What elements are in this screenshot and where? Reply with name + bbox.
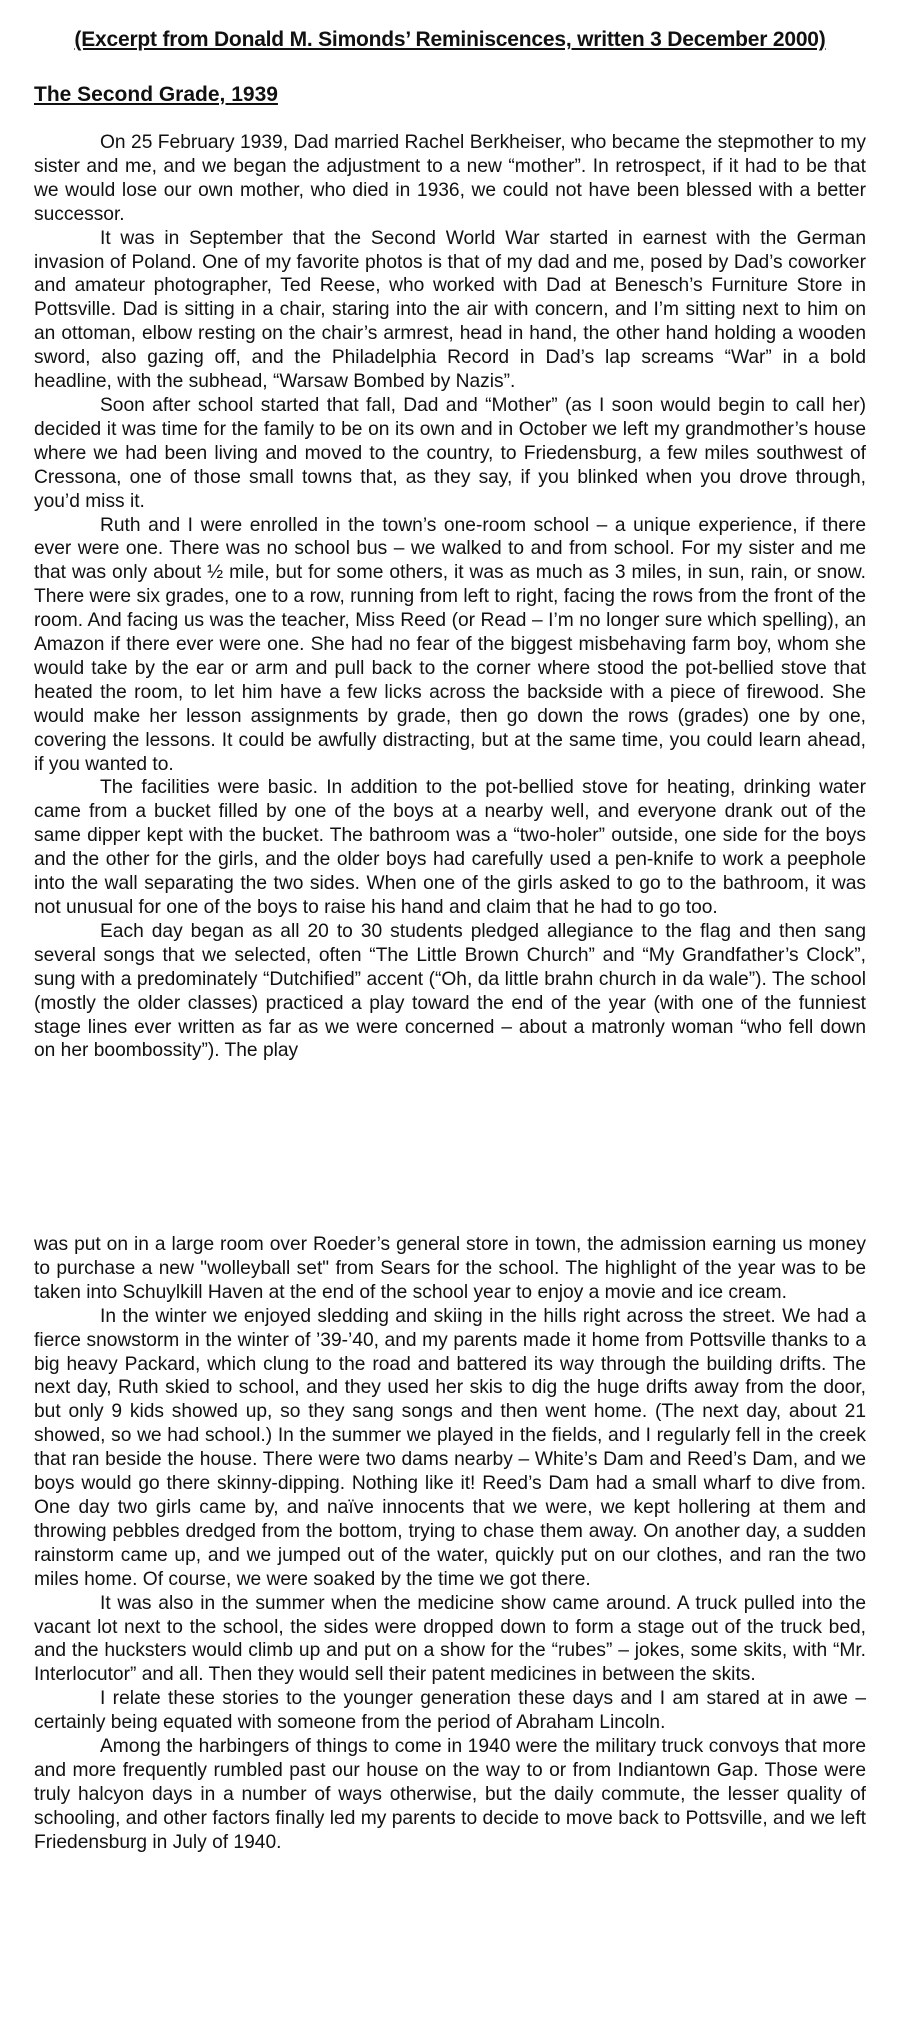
paragraph: Soon after school started that fall, Dad and “Mother” (as I soon would begin to call her) decided it was time for the family to be on its own and in October we left my grandmother’s house where we had been living and moved to the country, to Friedensburg, a few miles southwest of Cressona, one of those small towns that, as they say, if you blinked when you drove through, you’d miss it. bbox=[34, 394, 866, 512]
paragraph: Ruth and I were enrolled in the town’s one-room school – a unique experience, if there ever were one. There was no school bus – we walked to and from school. For my sister and me that was only about ½ mile, but for some others, it was as much as 3 miles, in sun, rain, or snow. There were six grades, one to a row, running from left to right, facing the rows from the front of the room. And facing us was the teacher, Miss Reed (or Read – I’m no longer sure which spelling), an Amazon if there ever were one. She had no fear of the biggest misbehaving farm boy, whom she would take by the ear or arm and pull back to the corner where stood the pot-bellied stove that heated the room, to let him have a few licks across the backside with a piece of firewood. She would make her lesson assignments by grade, then go down the rows (grades) one by one, covering the lessons. It could be awfully distracting, but at the same time, you could learn ahead, if you wanted to. bbox=[34, 514, 866, 775]
paragraph: I relate these stories to the younger generation these days and I am stared at in awe – certainly being equated with someone from the period of Abraham Lincoln. bbox=[34, 1688, 866, 1734]
paragraph: On 25 February 1939, Dad married Rachel Berkheiser, who became the stepmother to my sister and me, and we began the adjustment to a new “mother”. In retrospect, if it had to be that we would lose our own mother, who died in 1936, we could not have been blessed with a better successor. bbox=[34, 132, 866, 225]
text-block-lower bbox=[34, 1233, 866, 1855]
text-block-upper bbox=[34, 131, 866, 1063]
paragraph: Among the harbingers of things to come in 1940 were the military truck convoys that more and more frequently rumbled past our house on the way to or from Indiantown Gap. Those were truly halcyon days in a number of ways otherwise, but the daily commute, the lesser quality of schooling, and other factors finally led my parents to decide to move back to Pottsville, and we left Friedensburg in July of 1940. bbox=[34, 1736, 866, 1853]
paragraph: The facilities were basic. In addition to the pot-bellied stove for heating, drinking water came from a bucket filled by one of the boys at a nearby well, and everyone drank out of the same dipper kept with the bucket. The bathroom was a “two-holer” outside, one side for the boys and the other for the girls, and the older boys had carefully used a pen-knife to work a peephole into the wall separating the two sides. When one of the girls asked to go to the bathroom, it was not unusual for one of the boys to raise his hand and claim that he had to go too. bbox=[34, 777, 866, 918]
paragraph: In the winter we enjoyed sledding and skiing in the hills right across the street. We had a fierce snowstorm in the winter of ’39-’40, and my parents made it home from Pottsville thanks to a big heavy Packard, which clung to the road and battered its way through the building drifts. The next day, Ruth skied to school, and they used her skis to dig the huge drifts away from the door, but only 9 kids showed up, so they sang songs and then went home. (The next day, about 21 showed, so we had school.) In the summer we played in the fields, and I regularly fell in the creek that ran beside the house. There were two dams nearby – White’s Dam and Reed’s Dam, and we boys would go there skinny-dipping. Nothing like it! Reed’s Dam had a small wharf to dive from. One day two girls came by, and naïve innocents that we were, we kept hollering at them and throwing pebbles dredged from the bottom, trying to chase them away. On another day, a sudden rainstorm came up, and we jumped out of the water, quickly put on our clothes, and ran the two miles home. Of course, we were soaked by the time we got there. bbox=[34, 1305, 866, 1590]
paragraph: Each day began as all 20 to 30 students pledged allegiance to the flag and then sang several songs that we selected, often “The Little Brown Church” and “My Grandfather’s Clock”, sung with a predominately “Dutchified” accent (“Oh, da little brahn church in da wale”). The school (mostly the older classes) practiced a play toward the end of the year (with one of the funniest stage lines ever written as far as we were concerned – about a matronly woman “who fell down on her boombossity”). The play bbox=[34, 920, 866, 1062]
paragraph: It was also in the summer when the medicine show came around. A truck pulled into the vacant lot next to the school, the sides were dropped down to form a stage out of the truck bed, and the hucksters would climb up and put on a show for the “rubes” – jokes, some skits, with “Mr. Interlocutor” and all. Then they would sell their patent medicines in between the skits. bbox=[34, 1592, 866, 1686]
section-title: The Second Grade, 1939 bbox=[34, 83, 278, 106]
paragraph-continuation: was put on in a large room over Roeder’s general store in town, the admission earning us money to purchase a new "wolleyball set" from Sears for the school. The highlight of the year was to be taken into Schuylkill Haven at the end of the school year to enjoy a movie and ice cream. bbox=[34, 1234, 866, 1303]
excerpt-header: (Excerpt from Donald M. Simonds’ Reminiscences, written 3 December 2000) bbox=[74, 28, 826, 51]
paragraph: It was in September that the Second World War started in earnest with the German invasion of Poland. One of my favorite photos is that of my dad and me, posed by Dad’s coworker and amateur photographer, Ted Reese, who worked with Dad at Benesch’s Furniture Store in Pottsville. Dad is sitting in a chair, staring into the air with concern, and I’m sitting next to him on an ottoman, elbow resting on the chair’s armrest, head in hand, the other hand holding a wooden sword, also gazing off, and the Philadelphia Record in Dad’s lap screams “War” in a bold headline, with the subhead, “Warsaw Bombed by Nazis”. bbox=[34, 227, 866, 393]
